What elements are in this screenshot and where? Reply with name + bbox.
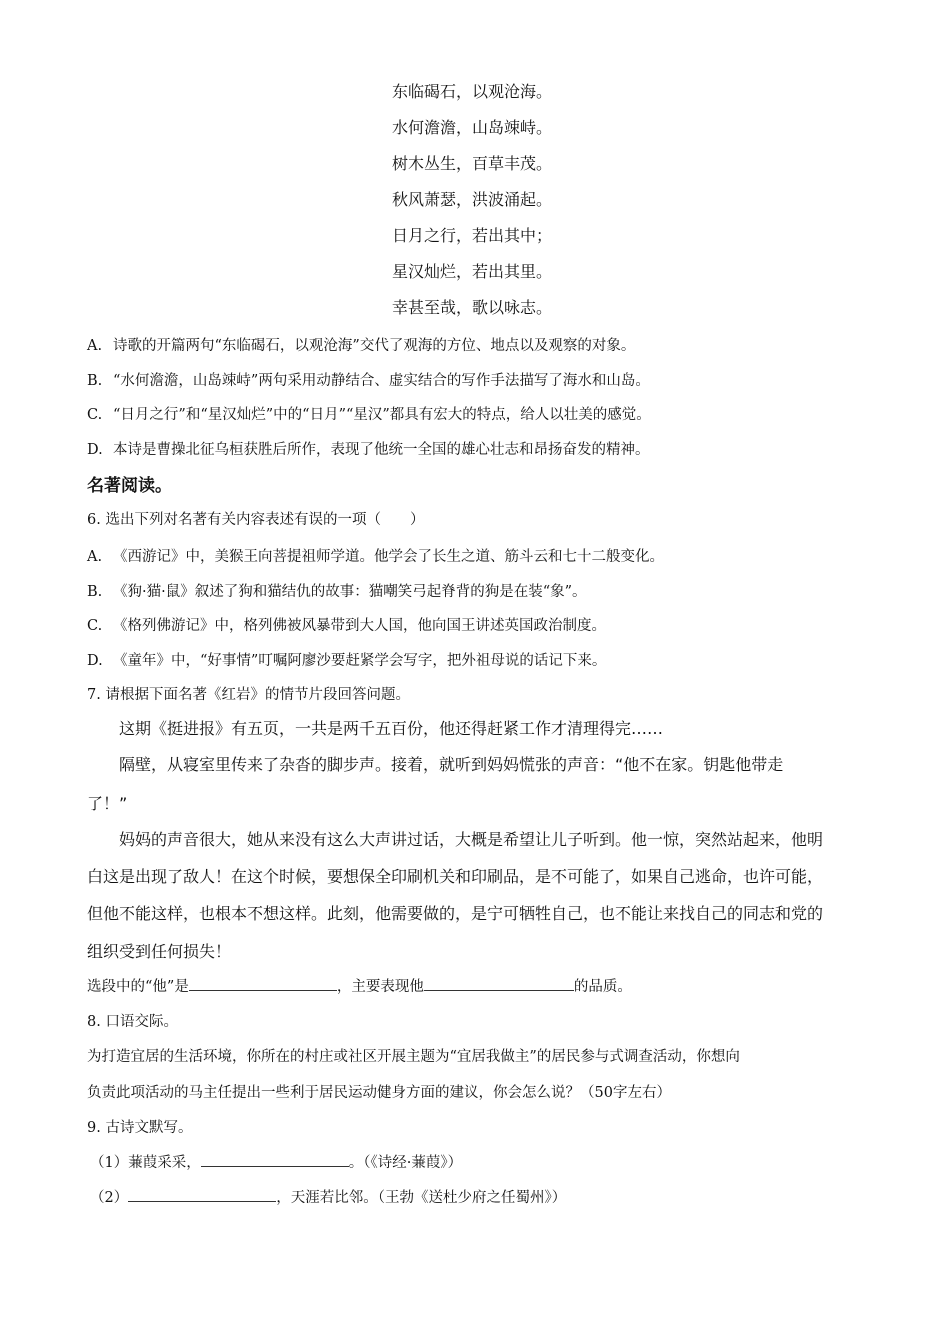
q5-option-c (87, 403, 651, 424)
q6-option-a (87, 545, 664, 566)
option-text: 《狗·猫·鼠》叙述了狗和猫结仇的故事：猫嘲笑弓起脊背的狗是在装“象”。 (113, 584, 587, 600)
option-text: 诗歌的开篇两句“东临碣石，以观沧海”交代了观海的方位、地点以及观察的对象。 (113, 338, 636, 354)
passage-line: 白这是出现了敌人！在这个时候，要想保全印刷机关和印刷品，是不可能了，如果自己逃命，也许可能， (87, 867, 824, 886)
section-heading: 名著阅读。 (87, 476, 172, 496)
answer-blank[interactable] (189, 976, 337, 991)
answer-blank[interactable] (424, 976, 574, 991)
q8-body: 为打造宜居的生活环境，你所在的村庄或社区开展主题为“宜居我做主”的居民参与式调查活动，你想向 (87, 1049, 740, 1065)
q6-stem: 6. 选出下列对名著有关内容表述有误的一项（ ） (87, 512, 425, 528)
q5-option-a (87, 334, 635, 355)
option-letter: B. (87, 373, 103, 389)
option-text: “日月之行”和“星汉灿烂”中的“日月”“星汉”都具有宏大的特点，给人以壮美的感觉。 (113, 407, 651, 423)
item-text: （2） (90, 1190, 129, 1206)
option-letter: C. (87, 618, 103, 634)
option-letter: C. (87, 407, 103, 423)
option-text: “水何澹澹，山岛竦峙”两句采用动静结合、虚实结合的写作手法描写了海水和山岛。 (113, 373, 650, 389)
q9-item-2 (90, 1186, 566, 1207)
passage-line: 了！” (87, 794, 128, 813)
q9-item-1 (90, 1151, 462, 1172)
passage-line: 这期《挺进报》有五页，一共是两千五百份，他还得赶紧工作才清理得完…… (119, 719, 664, 738)
q6-option-c (87, 614, 606, 635)
passage-line: 妈妈的声音很大，她从来没有这么大声讲过话，大概是希望让儿子听到。他一惊，突然站起来，他明 (119, 830, 824, 849)
poem-line: 东临碣石，以观沧海。 (392, 82, 553, 101)
q7-stem: 7. 请根据下面名著《红岩》的情节片段回答问题。 (87, 687, 410, 703)
q6-option-d (87, 649, 606, 670)
option-text: 本诗是曹操北征乌桓获胜后所作，表现了他统一全国的雄心壮志和昂扬奋发的精神。 (113, 442, 650, 458)
answer-blank[interactable] (201, 1152, 349, 1167)
option-letter: A. (87, 549, 103, 565)
q8-stem: 8. 口语交际。 (87, 1014, 178, 1030)
item-text: ，天涯若比邻。（王勃《送杜少府之任蜀州》） (276, 1190, 567, 1206)
poem-block (392, 74, 552, 326)
q8-body: 负责此项活动的马主任提出一些利于居民运动健身方面的建议，你会怎么说？（50字左右） (87, 1085, 671, 1101)
option-letter: B. (87, 584, 103, 600)
answer-text: 的品质。 (573, 979, 632, 995)
option-letter: A. (87, 338, 103, 354)
item-text: 。（《诗经·蒹葭》） (348, 1155, 463, 1171)
option-text: 《西游记》中，美猴王向菩提祖师学道。他学会了长生之道、筋斗云和七十二般变化。 (113, 549, 664, 565)
poem-line: 水何澹澹，山岛竦峙。 (392, 118, 553, 137)
q6-option-b (87, 580, 587, 601)
option-letter: D. (87, 653, 103, 669)
poem-line: 幸甚至哉，歌以咏志。 (392, 298, 553, 317)
poem-line: 秋风萧瑟，洪波涌起。 (392, 190, 553, 209)
poem-line: 星汉灿烂，若出其里。 (392, 262, 553, 281)
poem-line: 日月之行，若出其中； (392, 226, 553, 245)
passage-line: 但他不能这样，也根本不想这样。此刻，他需要做的，是宁可牺牲自己，也不能让来找自己的同志和党的 (87, 904, 824, 923)
q7-answer-line (87, 975, 632, 996)
passage-line: 组织受到任何损失！ (87, 942, 232, 961)
q9-stem: 9. 古诗文默写。 (87, 1120, 193, 1136)
option-letter: D. (87, 442, 103, 458)
passage-line: 隔壁，从寝室里传来了杂沓的脚步声。接着，就听到妈妈慌张的声音：“他不在家。钥匙他带走 (119, 755, 784, 774)
option-text: 《格列佛游记》中，格列佛被风暴带到大人国，他向国王讲述英国政治制度。 (113, 618, 606, 634)
poem-line: 树木丛生，百草丰茂。 (392, 154, 553, 173)
answer-text: 选段中的“他”是 (87, 979, 189, 995)
option-text: 《童年》中，“好事情”叮嘱阿廖沙要赶紧学会写字，把外祖母说的话记下来。 (113, 653, 607, 669)
item-text: （1）蒹葭采采， (90, 1155, 201, 1171)
answer-text: ，主要表现他 (336, 979, 424, 995)
answer-blank[interactable] (128, 1187, 276, 1202)
q5-option-b (87, 369, 650, 390)
q5-option-d (87, 438, 650, 459)
